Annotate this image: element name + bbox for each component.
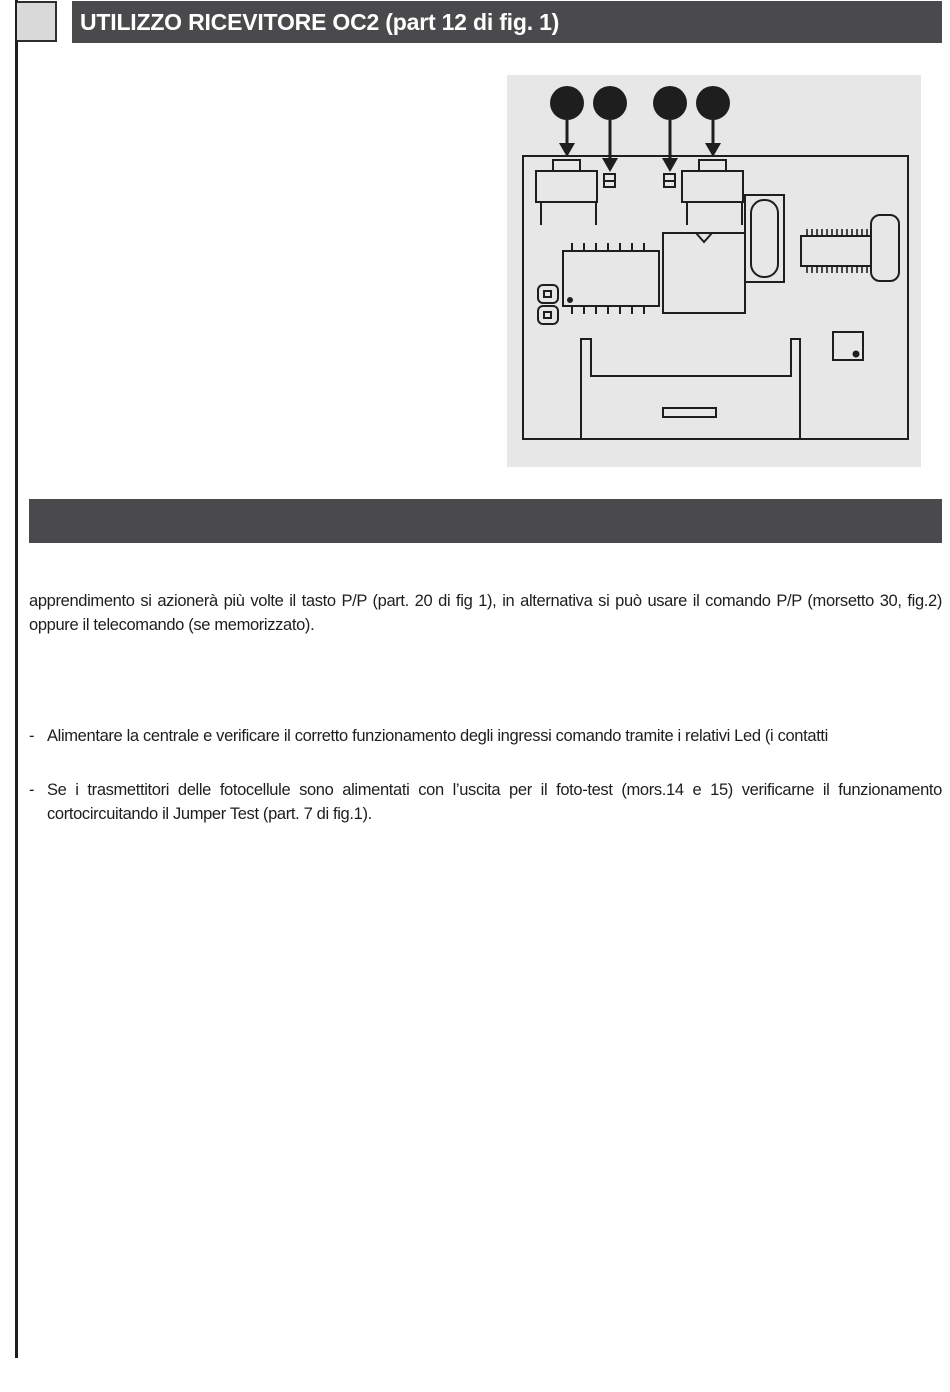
bullet-item [29, 778, 942, 826]
receiver-circuit-board-icon [507, 75, 921, 467]
bullet-text: Se i trasmettitori delle fotocellule sono alimentati con l’uscita per il foto-test (mors.14 e 15) verificarne il funzionamento cortocircuitando il Jumper Test (part. 7 di fig.1). [47, 781, 942, 823]
section-marker-box [17, 1, 57, 42]
section-title: UTILIZZO RICEVITORE OC2 (part 12 di fig. 1) [80, 8, 560, 35]
bullet-item [29, 724, 942, 748]
body-paragraph: apprendimento si azionerà più volte il tasto P/P (part. 20 di fig 1), in alternativa si può usare il comando P/P (morsetto 30, fig.2) oppure il telecomando (se memorizzato). [29, 592, 942, 634]
receiver-board-figure [507, 75, 921, 467]
bullet-text: Alimentare la centrale e verificare il corretto funzionamento degli ingressi comando tramite i relativi Led (i contatti [47, 727, 828, 745]
section-title-bar [72, 1, 942, 43]
page-left-rule [15, 0, 18, 1358]
section-header-bar [29, 499, 942, 543]
bullet-dash: - [29, 727, 35, 745]
bullet-dash: - [29, 781, 35, 799]
